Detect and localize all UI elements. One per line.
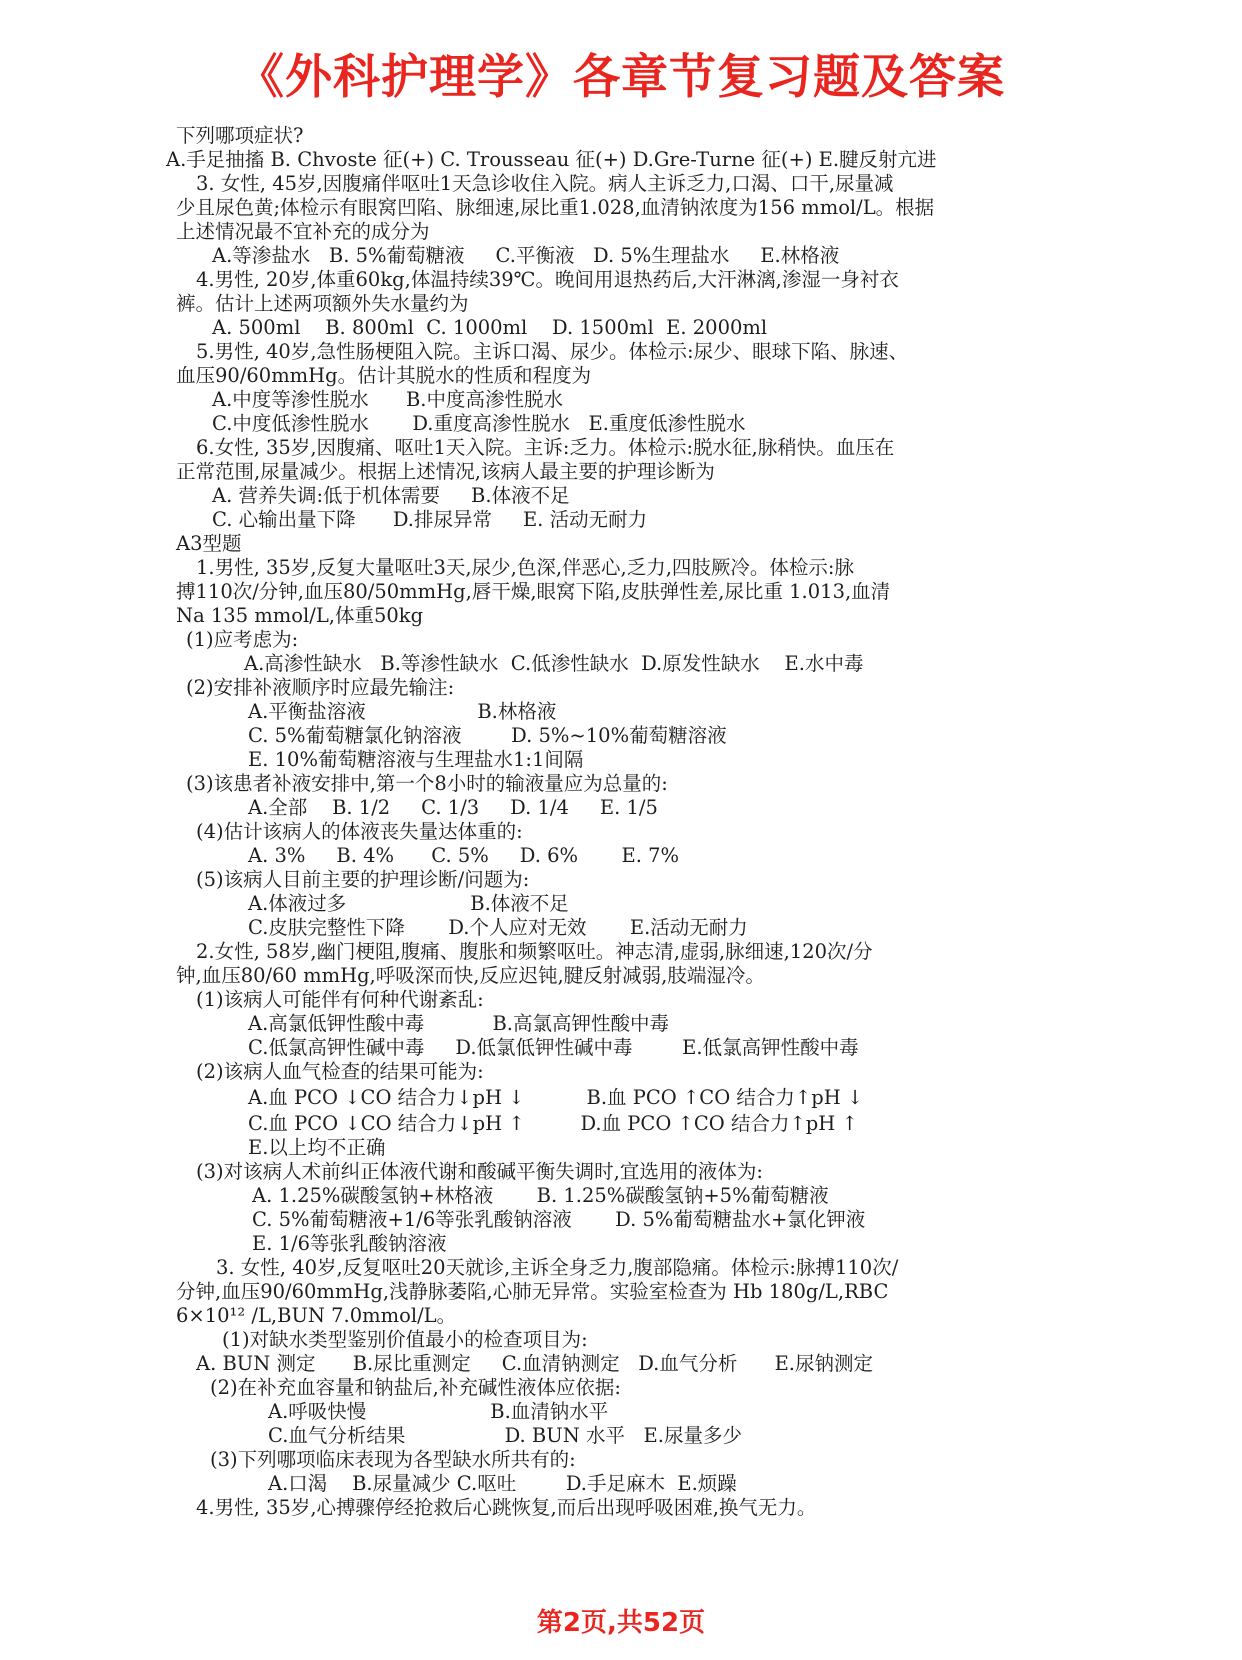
- text-line: A. 营养失调:低于机体需要 B.体液不足: [212, 484, 570, 507]
- text-line: 2.女性, 58岁,幽门梗阻,腹痛、腹胀和频繁呕吐。神志清,虚弱,脉细速,120次/分: [196, 940, 873, 963]
- text-line: 3. 女性, 45岁,因腹痛伴呕吐1天急诊收住入院。病人主诉乏力,口渴、口干,尿量减: [196, 172, 894, 195]
- text-line: Na 135 mmol/L,体重50kg: [176, 604, 424, 627]
- text-line: A. 500ml B. 800ml C. 1000ml D. 1500ml E. 2000ml: [212, 316, 768, 339]
- text-line: E. 10%葡萄糖溶液与生理盐水1:1间隔: [248, 748, 584, 771]
- text-line: 6.女性, 35岁,因腹痛、呕吐1天入院。主诉:乏力。体检示:脱水征,脉稍快。血压在: [196, 436, 895, 459]
- text-line: (1)对缺水类型鉴别价值最小的检查项目为:: [222, 1328, 588, 1351]
- text-line: E.以上均不正确: [248, 1136, 386, 1159]
- text-line: (4)估计该病人的体液丧失量达体重的:: [196, 820, 523, 843]
- text-line: C.中度低渗性脱水 D.重度高渗性脱水 E.重度低渗性脱水: [212, 412, 746, 435]
- text-line: A. 3% B. 4% C. 5% D. 6% E. 7%: [248, 844, 680, 867]
- text-line: A.血 PCO ↓CO 结合力↓pH ↓ B.血 PCO ↑CO 结合力↑pH ↓: [248, 1086, 864, 1109]
- text-line: A. 1.25%碳酸氢钠+林格液 B. 1.25%碳酸氢钠+5%葡萄糖液: [252, 1184, 829, 1207]
- text-line: 4.男性, 20岁,体重60kg,体温持续39℃。晚间用退热药后,大汗淋漓,渗湿一身衬衣: [196, 268, 899, 291]
- text-line: (3)下列哪项临床表现为各型缺水所共有的:: [210, 1448, 576, 1471]
- text-line: 搏110次/分钟,血压80/50mmHg,唇干燥,眼窝下陷,皮肤弹性差,尿比重 1.013,血清: [176, 580, 891, 603]
- text-line: 上述情况最不宜补充的成分为: [176, 220, 430, 243]
- text-line: (3)该患者补液安排中,第一个8小时的输液量应为总量的:: [186, 772, 668, 795]
- text-line: 少且尿色黄;体检示有眼窝凹陷、脉细速,尿比重1.028,血清钠浓度为156 mmol/L。根据: [176, 196, 935, 219]
- text-line: (1)应考虑为:: [186, 628, 299, 651]
- text-line: A.手足抽搐 B. Chvoste 征(+) C. Trousseau 征(+) D.Gre-Turne 征(+) E.腱反射亢进: [166, 148, 937, 171]
- text-line: C.皮肤完整性下降 D.个人应对无效 E.活动无耐力: [248, 916, 748, 939]
- text-line: 4.男性, 35岁,心搏骤停经抢救后心跳恢复,而后出现呼吸困难,换气无力。: [196, 1496, 817, 1519]
- text-line: 分钟,血压90/60mmHg,浅静脉萎陷,心肺无异常。实验室检查为 Hb 180g/L,RBC: [176, 1280, 889, 1303]
- text-line: A.口渴 B.尿量减少 C.呕吐 D.手足麻木 E.烦躁: [268, 1472, 737, 1495]
- text-line: 正常范围,尿量减少。根据上述情况,该病人最主要的护理诊断为: [176, 460, 715, 483]
- text-line: C. 5%葡萄糖液+1/6等张乳酸钠溶液 D. 5%葡萄糖盐水+氯化钾液: [252, 1208, 866, 1231]
- text-line: (2)在补充血容量和钠盐后,补充碱性液体应依据:: [210, 1376, 621, 1399]
- text-line: E. 1/6等张乳酸钠溶液: [252, 1232, 447, 1255]
- text-line: A.中度等渗性脱水 B.中度高渗性脱水: [212, 388, 564, 411]
- text-line: A.平衡盐溶液 B.林格液: [248, 700, 557, 723]
- text-line: (2)安排补液顺序时应最先输注:: [186, 676, 455, 699]
- text-line: A.全部 B. 1/2 C. 1/3 D. 1/4 E. 1/5: [248, 796, 658, 819]
- text-line: A.体液过多 B.体液不足: [248, 892, 569, 915]
- text-line: 裤。估计上述两项额外失水量约为: [176, 292, 469, 315]
- text-line: C. 心输出量下降 D.排尿异常 E. 活动无耐力: [212, 508, 648, 531]
- text-line: 1.男性, 35岁,反复大量呕吐3天,尿少,色深,伴恶心,乏力,四肢厥冷。体检示:脉: [196, 556, 854, 579]
- page-indicator: 第2页,共52页: [536, 1608, 706, 1638]
- text-line: A.高氯低钾性酸中毒 B.高氯高钾性酸中毒: [248, 1012, 669, 1035]
- text-line: 下列哪项症状?: [176, 124, 304, 147]
- text-line: C.低氯高钾性碱中毒 D.低氯低钾性碱中毒 E.低氯高钾性酸中毒: [248, 1036, 859, 1059]
- text-line: A.高渗性缺水 B.等渗性缺水 C.低渗性缺水 D.原发性缺水 E.水中毒: [244, 652, 864, 675]
- text-line: C.血气分析结果 D. BUN 水平 E.尿量多少: [268, 1424, 742, 1447]
- text-line: (3)对该病人术前纠正体液代谢和酸碱平衡失调时,宜选用的液体为:: [196, 1160, 763, 1183]
- text-line: A. BUN 测定 B.尿比重测定 C.血清钠测定 D.血气分析 E.尿钠测定: [196, 1352, 873, 1375]
- text-line: 血压90/60mmHg。估计其脱水的性质和程度为: [176, 364, 592, 387]
- text-line: A.呼吸快慢 B.血清钠水平: [268, 1400, 609, 1423]
- text-line: C.血 PCO ↓CO 结合力↓pH ↑ D.血 PCO ↑CO 结合力↑pH ↑: [248, 1112, 858, 1135]
- text-line: C. 5%葡萄糖氯化钠溶液 D. 5%~10%葡萄糖溶液: [248, 724, 727, 747]
- text-line: 5.男性, 40岁,急性肠梗阻入院。主诉口渴、尿少。体检示:尿少、眼球下陷、脉速、: [196, 340, 909, 363]
- text-line: 3. 女性, 40岁,反复呕吐20天就诊,主诉全身乏力,腹部隐痛。体检示:脉搏110次/: [216, 1256, 899, 1279]
- text-line: (1)该病人可能伴有何种代谢紊乱:: [196, 988, 484, 1011]
- document-title: 《外科护理学》各章节复习题及答案: [237, 50, 1005, 105]
- text-line: 钟,血压80/60 mmHg,呼吸深而快,反应迟钝,腱反射减弱,肢端湿冷。: [176, 964, 765, 987]
- text-line: (2)该病人血气检查的结果可能为:: [196, 1060, 484, 1083]
- text-line: A3型题: [176, 532, 242, 555]
- text-line: 6×10¹² /L,BUN 7.0mmol/L。: [176, 1304, 457, 1327]
- text-line: (5)该病人目前主要的护理诊断/问题为:: [196, 868, 530, 891]
- text-line: A.等渗盐水 B. 5%葡萄糖液 C.平衡液 D. 5%生理盐水 E.林格液: [212, 244, 840, 267]
